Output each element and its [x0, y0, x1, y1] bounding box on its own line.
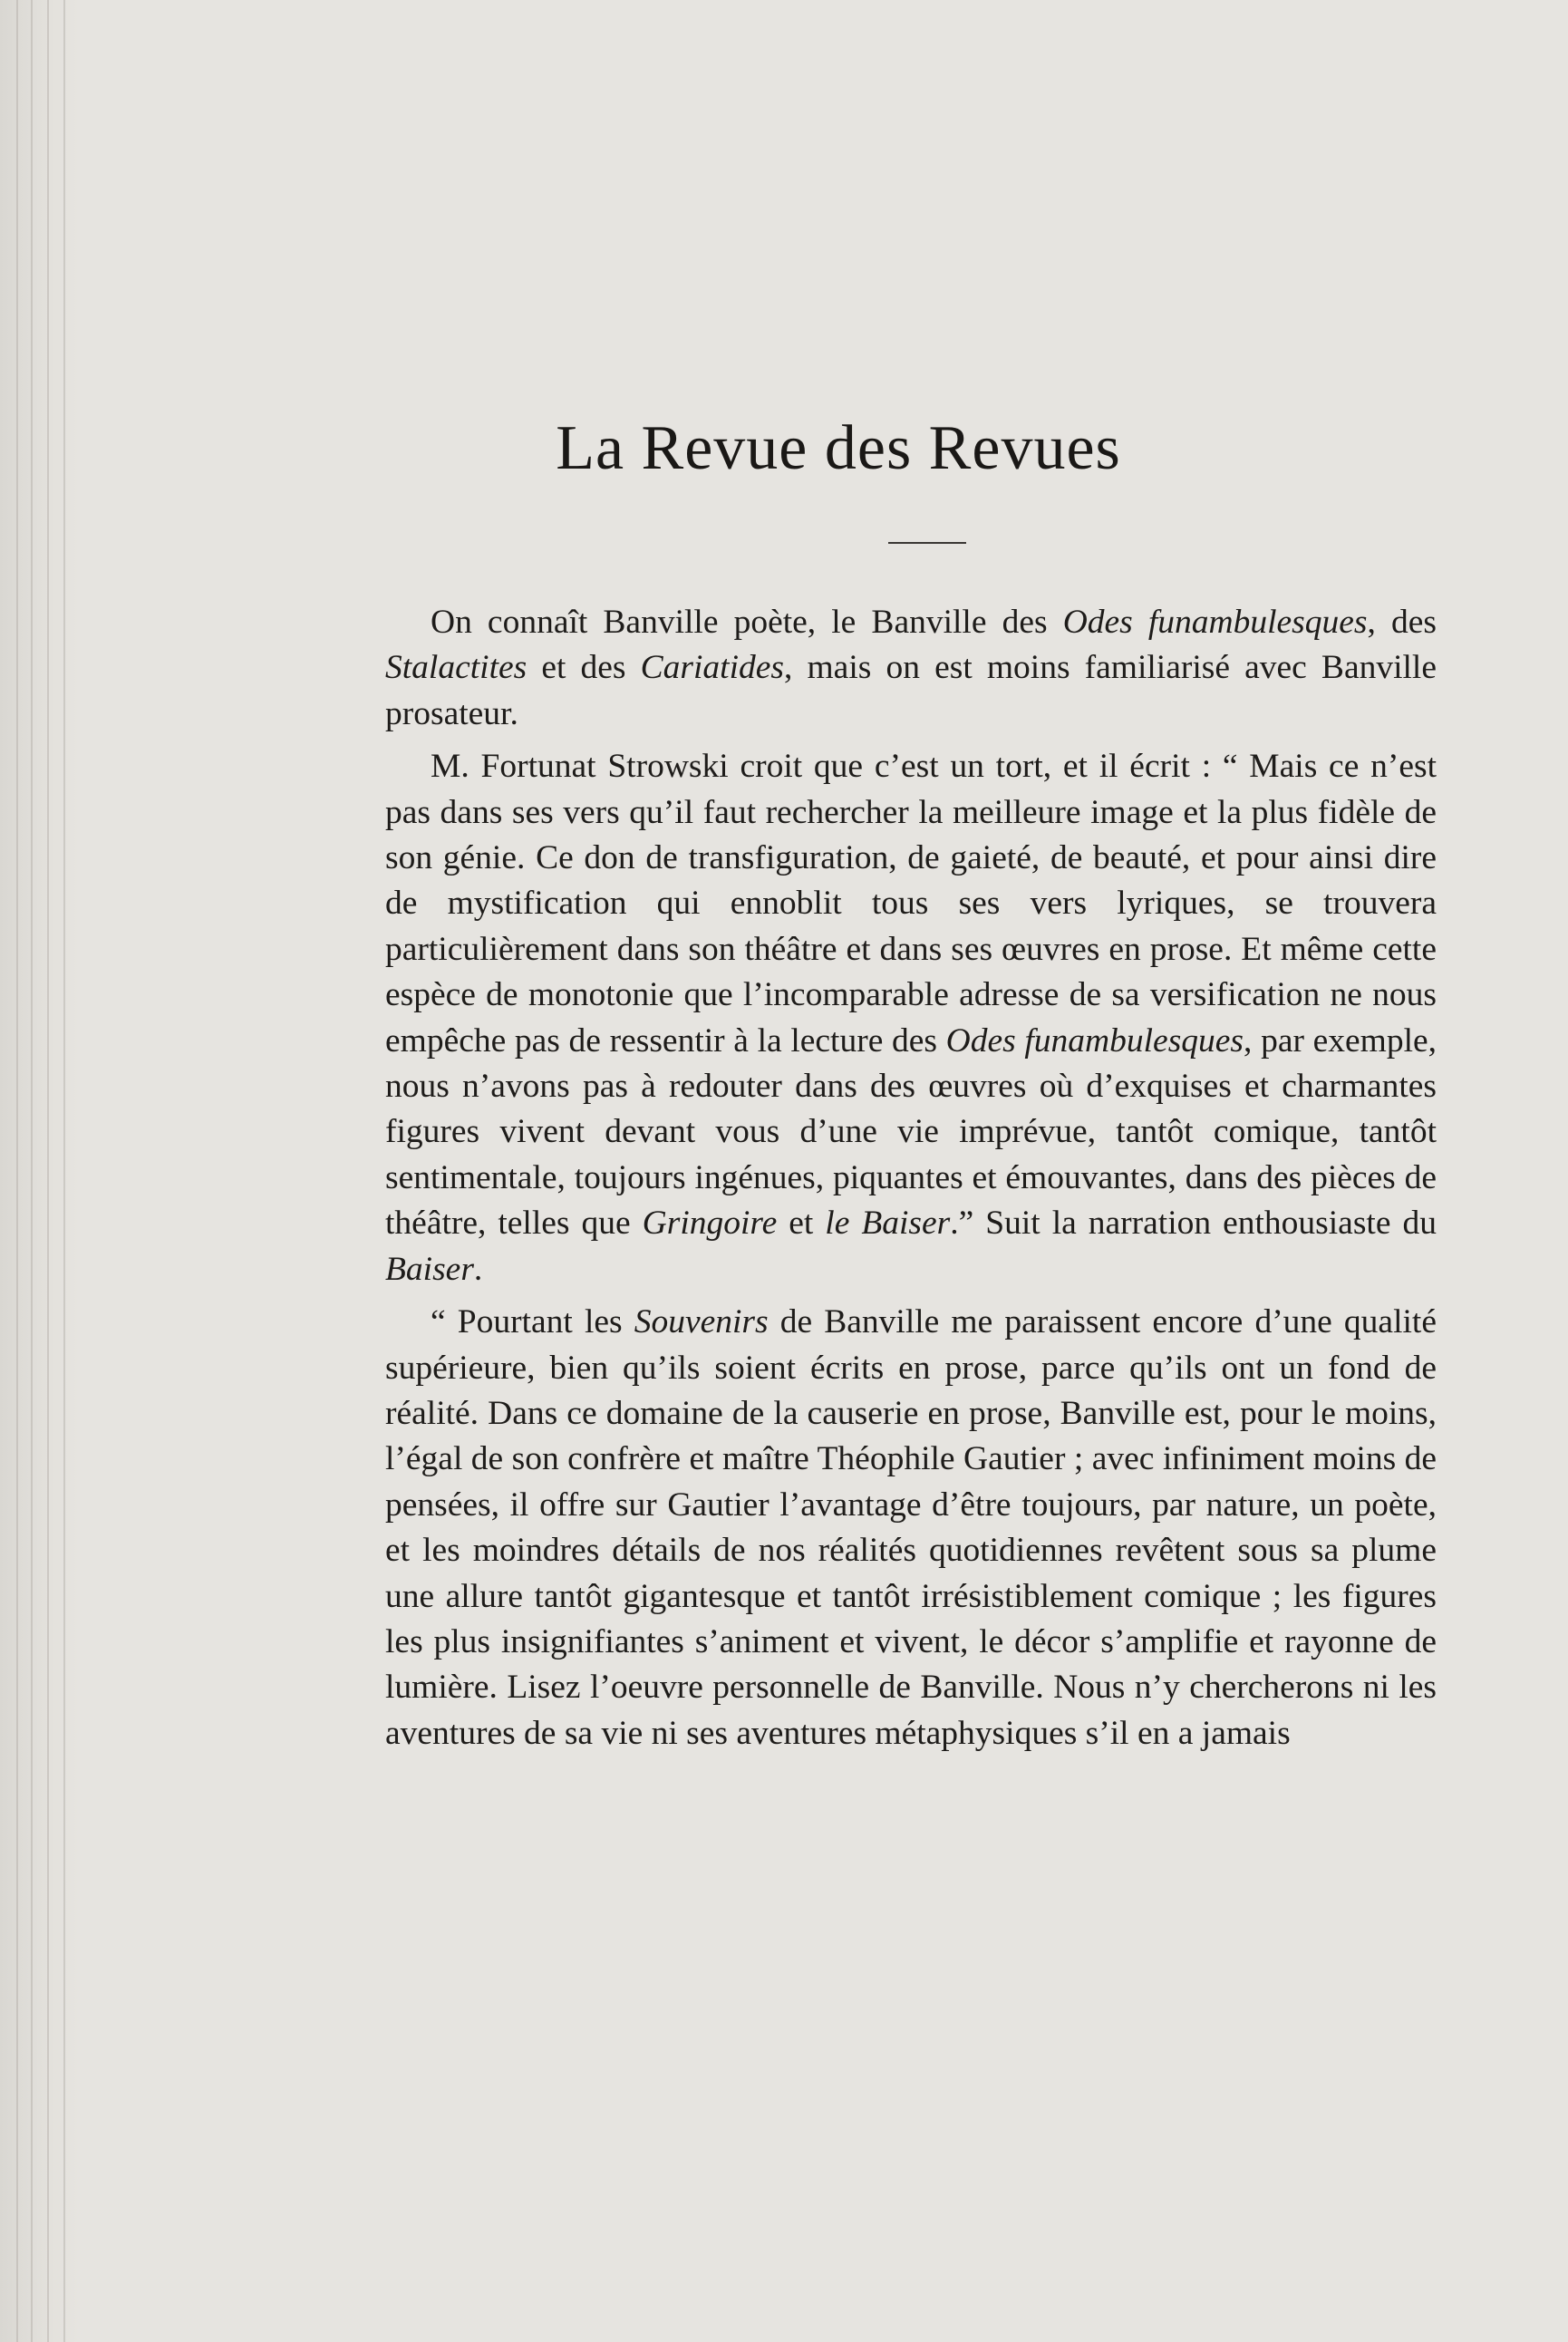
italic-title: le Baiser [825, 1205, 951, 1243]
article-body [385, 600, 1437, 1756]
paragraph-2 [385, 744, 1437, 1292]
text-run: On connaît Banville poète, le Banville des [431, 604, 1063, 641]
page-edge-line [31, 0, 33, 2342]
page-edge-line [16, 0, 18, 2342]
italic-title: Gringoire [642, 1205, 778, 1243]
italic-title: Odes funambulesques [1062, 604, 1368, 641]
text-run: et [777, 1205, 826, 1243]
text-run: , par exemple, nous n’avons pas à redouter dans des œuvres où d’exquises et charmantes figures vivent devant vous d’une vie imprévue, tantôt comique, tantôt sentimentale, toujours ingénues, piquantes et émouvantes, dans des pièces de théâtre, telles que [385, 1021, 1437, 1243]
italic-title: Souvenirs [634, 1303, 769, 1341]
text-run: de Banville me paraissent encore d’une qualité supérieure, bien qu’ils soient écrits en prose, parce qu’ils ont un fond de réalité. Dans ce domaine de la causerie en prose, Banville est, pour le moins, l’égal de son confrère et maître Théophile Gautier ; avec infiniment moins de pensées, il offre sur Gautier l’avantage d’être toujours, par nature, un poète, et les moindres détails de nos réalités quotidiennes revêtent sous sa plume une allure tantôt gigantesque et tantôt irrésistiblement comique ; les figures les plus insignifiantes s’animent et vivent, le décor s’amplifie et rayonne de lumière. Lisez l’oeuvre personnelle de Banville. Nous n’y chercherons ni les aventures de sa vie ni ses aventures métaphysiques s’il en a jamais [385, 1303, 1437, 1752]
italic-title: Baiser [385, 1250, 474, 1288]
text-run: “ Pourtant les [431, 1303, 634, 1341]
text-run: M. Fortunat Strowski croit que c’est un tort, et il écrit : “ Mais ce n’est pas dans ses vers qu’il faut rechercher la meilleure image et la plus fidèle de son génie. Ce don de transfiguration, de gaieté, de beauté, et pour ainsi dire de mystification qui ennoblit tous ses vers lyriques, se trouvera particulièrement dans son théâtre et dans ses œuvres en prose. Et même cette espèce de monotonie que l’incomparable adresse de sa versification ne nous empêche pas de ressentir à la lecture des [385, 748, 1437, 1060]
text-run: , des [1367, 604, 1437, 641]
text-run: . [473, 1250, 483, 1288]
text-run: , mais on est moins familiarisé avec Banville prosateur. [385, 649, 1437, 732]
paragraph-3 [385, 1300, 1437, 1756]
page-title: La Revue des Revues [556, 413, 1121, 483]
page-edge [0, 0, 82, 2342]
page-edge-line [63, 0, 65, 2342]
title-divider [888, 542, 966, 544]
italic-title: Odes funambulesques [945, 1021, 1244, 1060]
text-run: .” Suit la narration enthousiaste du [950, 1205, 1437, 1243]
italic-title: Stalactites [385, 649, 528, 687]
italic-title: Cariatides [640, 649, 785, 687]
paragraph-1 [385, 600, 1437, 737]
text-run: et des [527, 649, 641, 687]
page-edge-line [47, 0, 49, 2342]
